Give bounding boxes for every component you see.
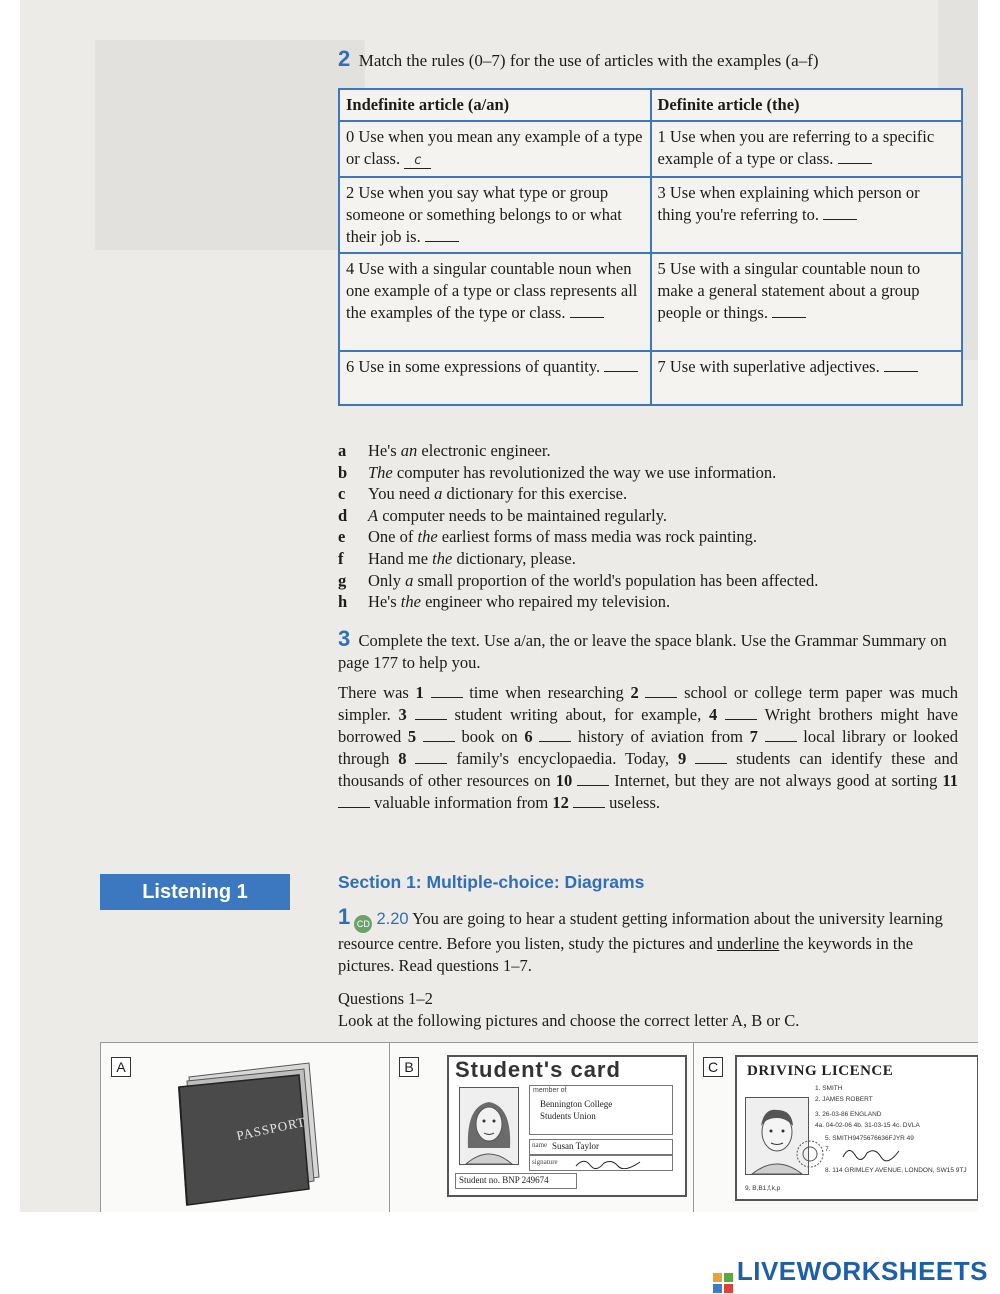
rule-6-text: 6 Use in some expressions of quantity.	[346, 357, 601, 376]
rule-0-cell	[339, 121, 651, 177]
gap-1-blank[interactable]	[431, 685, 463, 698]
gap-5-blank[interactable]	[423, 729, 455, 742]
example-article: an	[400, 441, 418, 460]
example-text: computer needs to be maintained regularly.	[378, 505, 668, 525]
gap-number: 8	[398, 748, 407, 768]
example-item-f	[338, 548, 958, 570]
header-definite: Definite article (the)	[651, 89, 963, 121]
articles-rules-table	[338, 88, 963, 406]
questions-label: Questions 1–2	[338, 989, 433, 1008]
rule-5-cell	[651, 253, 963, 351]
rule-0-text: 0 Use when you mean any example of a type or class.	[346, 127, 643, 168]
rule-1-cell	[651, 121, 963, 177]
licence-line-5: 5. SMITH9475676636FJYR 49	[825, 1135, 914, 1142]
paragraph-text: useless.	[605, 792, 660, 812]
divider	[389, 1043, 390, 1212]
licence-line-9: 9. B,B1,f,k,p	[745, 1185, 781, 1192]
faded-background-block	[95, 40, 365, 250]
example-letter: g	[338, 570, 347, 590]
rule-2-cell	[339, 177, 651, 253]
signature-label: signature	[532, 1158, 558, 1166]
signature-field	[529, 1155, 673, 1171]
example-article: The	[368, 462, 393, 482]
rule-3-answer-blank[interactable]	[823, 205, 857, 220]
section-title: Section 1: Multiple-choice: Diagrams	[338, 872, 645, 892]
licence-line-1: 1. SMITH	[815, 1085, 843, 1092]
gap-7-blank[interactable]	[765, 729, 797, 742]
gap-number: 6	[524, 726, 533, 746]
example-article: the	[400, 592, 421, 612]
member-line-1: Bennington College	[540, 1099, 613, 1109]
example-text: One of	[368, 527, 418, 547]
rule-6-answer-blank[interactable]	[604, 357, 638, 372]
rule-6-cell	[339, 351, 651, 405]
paragraph-text: Internet, but they are not always good at sorting	[609, 770, 943, 790]
rule-4-answer-blank[interactable]	[570, 303, 604, 318]
example-text: dictionary, please.	[452, 548, 576, 568]
example-text: engineer who repaired my television.	[420, 592, 671, 612]
gap-4-blank[interactable]	[725, 707, 757, 720]
passport-word: PASSPORT	[235, 1113, 308, 1144]
table-row	[339, 121, 962, 177]
rule-4-cell	[339, 253, 651, 351]
example-text: earliest forms of mass media was rock painting.	[437, 527, 758, 547]
example-article: a	[434, 484, 443, 504]
gap-6-blank[interactable]	[539, 729, 571, 742]
example-letter: e	[338, 527, 346, 547]
student-number: Student no. BNP 249674	[459, 1175, 549, 1185]
paragraph-text: history of aviation from	[571, 726, 750, 746]
gap-number: 1	[415, 683, 424, 702]
cd-audio-icon[interactable]: CD	[354, 915, 372, 933]
example-article: A	[368, 505, 379, 525]
table-row	[339, 253, 962, 351]
underline-word: underline	[716, 934, 780, 953]
example-letter: d	[338, 505, 348, 525]
paragraph-text: local library or looked through	[338, 726, 958, 768]
exercise-number: 3	[338, 626, 351, 651]
paragraph-text: family's encyclopaedia. Today,	[447, 748, 678, 768]
student-card-picture	[447, 1055, 687, 1197]
name-value: Susan Taylor	[552, 1141, 599, 1151]
example-item-a	[338, 440, 958, 462]
gap-2-blank[interactable]	[645, 685, 677, 698]
logo-squares-icon	[713, 1273, 733, 1293]
gap-3-blank[interactable]	[415, 707, 447, 720]
rule-2-answer-blank[interactable]	[425, 227, 459, 242]
exercise-number: 2	[338, 46, 351, 71]
woman-face-icon	[460, 1088, 518, 1164]
option-c-label[interactable]: C	[703, 1057, 723, 1077]
header-indefinite: Indefinite article (a/an)	[339, 89, 651, 121]
paragraph-text: students can identify these and thousands of other resources on	[338, 748, 958, 790]
rule-3-text: 3 Use when explaining which person or thing you're referring to.	[657, 183, 920, 224]
brand-name: LIVEWORKSHEETS	[736, 1256, 988, 1286]
paragraph-text: book on	[454, 726, 525, 746]
rule-0-answer[interactable]: c	[404, 153, 431, 169]
licence-line-8: 8. 114 GRIMLEY AVENUE, LONDON, SW15 9TJ	[825, 1167, 967, 1174]
rule-5-answer-blank[interactable]	[772, 303, 806, 318]
gap-number: 4	[709, 704, 718, 724]
divider	[693, 1043, 694, 1212]
paragraph-text: student writing about, for example,	[446, 704, 710, 724]
member-line-2: Students Union	[540, 1111, 596, 1121]
gap-9-blank[interactable]	[695, 751, 727, 764]
licence-signature-icon	[841, 1143, 901, 1163]
example-article: a	[405, 570, 414, 590]
example-article: the	[432, 548, 453, 568]
gap-8-blank[interactable]	[415, 751, 447, 764]
liveworksheets-logo	[713, 1256, 988, 1293]
rule-1-answer-blank[interactable]	[838, 149, 872, 164]
student-photo	[459, 1087, 519, 1165]
example-item-c	[338, 483, 958, 505]
driving-licence-picture	[735, 1055, 978, 1201]
table-header-row	[339, 89, 962, 121]
rule-3-cell	[651, 177, 963, 253]
exercise-instruction: Complete the text. Use a/an, the or leave the space blank. Use the Grammar Summary on page 177 to help you.	[338, 631, 947, 672]
paragraph-text: valuable information from	[370, 792, 553, 812]
card-title: Student's card	[455, 1057, 621, 1082]
gap-number: 9	[678, 748, 687, 768]
questions-instructions	[338, 988, 958, 1032]
gap-number: 5	[407, 726, 417, 746]
signature-scribble-icon	[574, 1157, 644, 1169]
listening-banner: Listening 1	[100, 874, 290, 910]
example-text: electronic engineer.	[417, 441, 551, 460]
gap-number: 3	[398, 704, 407, 724]
example-item-g	[338, 570, 958, 592]
gap-number: 10	[555, 770, 573, 790]
gap-fill-paragraph	[338, 682, 958, 813]
example-letter: c	[338, 484, 346, 504]
licence-line-2: 2. JAMES ROBERT	[815, 1096, 873, 1103]
question-number: 1	[338, 904, 351, 929]
table-row	[339, 177, 962, 253]
official-stamp-icon	[795, 1139, 825, 1169]
examples-list	[338, 440, 958, 613]
rule-1-text: 1 Use when you are referring to a specific example of a type or class.	[657, 127, 935, 168]
option-b-label[interactable]: B	[399, 1057, 419, 1077]
rule-7-text: 7 Use with superlative adjectives.	[657, 357, 880, 376]
question-text: You are going to hear a student getting information about the university learning resource centre. Before you listen, study the pictures and	[338, 909, 943, 953]
member-box	[529, 1085, 673, 1135]
example-letter: h	[338, 592, 348, 612]
gap-10-blank[interactable]	[577, 773, 609, 786]
audio-track-number: 2.20	[376, 910, 409, 928]
rule-7-cell	[651, 351, 963, 405]
choose-instruction: Look at the following pictures and choose the correct letter A, B or C.	[338, 1011, 800, 1030]
example-letter: b	[338, 462, 348, 482]
example-letter: a	[338, 441, 347, 460]
licence-line-3: 3. 26-03-86 ENGLAND	[815, 1111, 882, 1118]
licence-line-4: 4a. 04-02-06 4b. 31-03-15 4c. DVLA	[815, 1122, 920, 1129]
paragraph-text: There was	[338, 683, 416, 702]
example-item-e	[338, 526, 958, 548]
rule-5-text: 5 Use with a singular countable noun to make a general statement about a group people or things.	[657, 259, 921, 322]
student-number-field	[455, 1173, 577, 1189]
rule-2-text: 2 Use when you say what type or group someone or something belongs to or what their job is.	[346, 183, 622, 246]
example-text: Hand me	[368, 548, 433, 568]
gap-12-blank[interactable]	[573, 795, 605, 808]
example-text: computer has revolutionized the way we use information.	[392, 462, 777, 482]
example-text: dictionary for this exercise.	[442, 484, 628, 504]
table-row	[339, 351, 962, 405]
question-text: the keywords in the pictures. Read questions 1–7.	[338, 934, 914, 975]
paragraph-text: time when researching	[462, 683, 631, 702]
listening-question-1	[338, 906, 960, 977]
licence-line-7: 7.	[825, 1146, 831, 1153]
example-letter: f	[338, 548, 344, 568]
exercise-2-heading	[338, 48, 819, 72]
gap-number: 11	[942, 770, 958, 790]
rule-4-text: 4 Use with a singular countable noun when one example of a type or class represents all the examples of the type or class.	[346, 259, 638, 322]
paragraph-text: school or college term paper was much simpler.	[338, 683, 959, 724]
exercise-3-heading	[338, 628, 958, 674]
textbook-page	[20, 0, 978, 1212]
rule-7-answer-blank[interactable]	[884, 357, 918, 372]
picture-options-row	[100, 1042, 978, 1212]
option-a-label[interactable]: A	[111, 1057, 131, 1077]
name-field	[529, 1139, 673, 1155]
paragraph-text: Wright brothers might have borrowed	[338, 704, 958, 746]
example-article: the	[417, 527, 438, 547]
licence-title: DRIVING LICENCE	[747, 1063, 894, 1079]
member-label: member of	[533, 1087, 567, 1094]
example-item-d	[338, 505, 958, 527]
exercise-instruction: Match the rules (0–7) for the use of articles with the examples (a–f)	[358, 51, 819, 70]
example-item-h	[338, 591, 958, 613]
name-label: name	[532, 1141, 548, 1149]
gap-number: 7	[749, 726, 758, 746]
example-text: small proportion of the world's population has been affected.	[413, 570, 819, 590]
example-text: He's	[368, 592, 401, 612]
example-item-b	[338, 462, 958, 484]
example-text: Only	[368, 570, 406, 590]
gap-11-blank[interactable]	[338, 795, 370, 808]
example-text: You need	[368, 484, 435, 504]
example-text: He's	[368, 441, 401, 460]
gap-number: 12	[552, 792, 569, 812]
gap-number: 2	[630, 683, 639, 702]
